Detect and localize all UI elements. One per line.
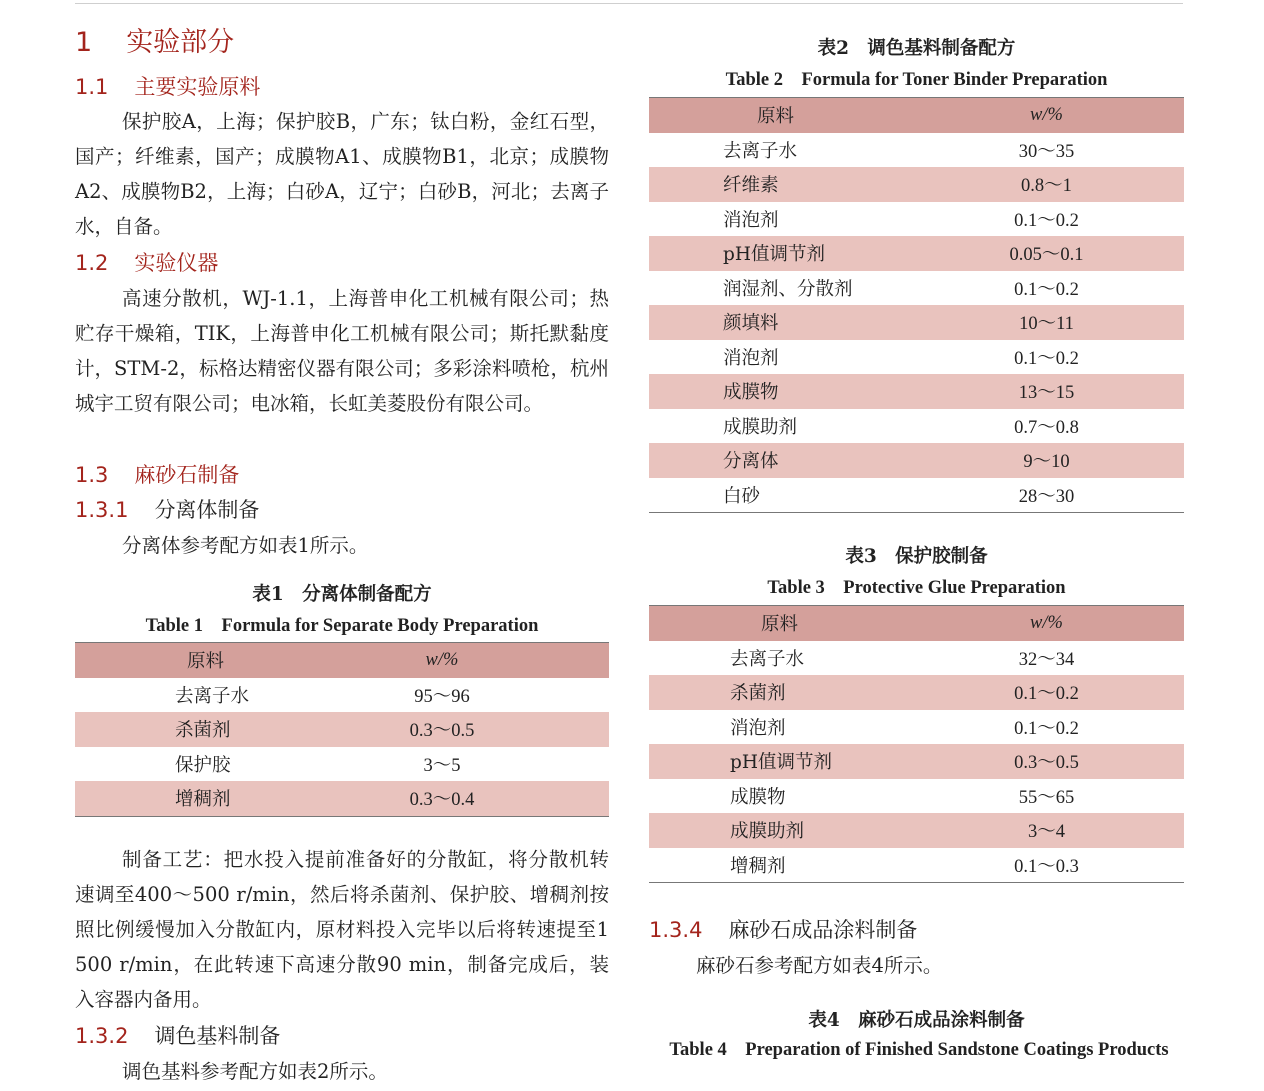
table2-reference: 调色基料参考配方如表2所示。 [122,1060,388,1083]
cell-material: 消泡剂 [723,209,779,231]
cell-material: 去离子水 [723,140,798,162]
subsubsection-title: 调色基料制备 [154,1024,281,1048]
cell-value: 55～65 [1018,787,1075,808]
subsubsection-title: 麻砂石成品涂料制备 [728,918,918,942]
table1-caption-cn: 表1 分离体制备配方 [252,584,432,605]
table-header-row [649,98,1184,133]
cell-material: 润湿剂、分散剂 [723,278,853,300]
cell-material: 杀菌剂 [175,720,231,742]
instruments-paragraph: 高速分散机，WJ-1.1，上海普申化工机械有限公司；热贮存干燥箱，TIK，上海普申化工机械有限公司；斯托默黏度计，STM-2，标格达精密仪器有限公司；多彩涂料喷枪，杭州城宇工贸有限公司；电冰箱，长虹美菱股份有限公司。 [75,287,609,415]
header-material: 原料 [187,651,225,673]
table-row [649,641,1184,676]
cell-material: 消泡剂 [730,717,786,739]
cell-material: pH值调节剂 [730,752,832,774]
cell-material: 保护胶 [175,754,231,776]
cell-value: 0.1～0.2 [1014,348,1079,369]
table-row [649,478,1184,513]
table-row [649,848,1184,883]
table-row [649,443,1184,478]
cell-material: 分离体 [723,451,779,473]
table-row [649,340,1184,375]
cell-material: pH值调节剂 [723,244,825,266]
materials-paragraph: 保护胶A，上海；保护胶B，广东；钛白粉，金红石型，国产；纤维素，国产；成膜物A1、成膜物B1，北京；成膜物A2、成膜物B2，上海；白砂A，辽宁；白砂B，河北；去离子水，自备。 [75,110,609,238]
subsubsection-heading [649,915,917,945]
cell-value: 0.1～0.2 [1014,279,1079,300]
cell-value: 0.1～0.3 [1014,856,1079,877]
subsubsection-heading [75,495,259,525]
table-row [649,813,1184,848]
table-row [649,744,1184,779]
table3 [649,605,1184,883]
cell-value: 30～35 [1018,141,1075,162]
page-top-rule [75,3,1183,4]
cell-value: 0.3～0.4 [409,790,475,811]
cell-value: 0.05～0.1 [1009,245,1084,266]
table-row [649,374,1184,409]
subsubsection-heading [75,1021,280,1051]
cell-value: 13～15 [1018,383,1075,404]
subsection-heading [75,72,260,102]
cell-material: 纤维素 [723,175,779,197]
cell-material: 杀菌剂 [730,683,786,705]
subsubsection-number: 1.3.4 [649,918,703,942]
cell-material: 增稠剂 [730,855,786,877]
table-row [649,710,1184,745]
cell-value: 10～11 [1019,314,1074,335]
table-header-row [75,643,609,678]
cell-value: 0.8～1 [1021,176,1072,197]
cell-value: 0.1～0.2 [1014,210,1079,231]
cell-material: 成膜物 [730,786,786,808]
cell-value: 0.3～0.5 [1014,753,1079,774]
subsection-heading [75,460,239,490]
table-row [75,678,609,713]
section-title: 实验部分 [126,27,235,58]
header-w: w/% [1030,612,1063,633]
subsection-heading [75,248,218,278]
table-row [649,409,1184,444]
cell-value: 95～96 [414,686,470,707]
subsection-title: 主要实验原料 [134,75,261,99]
table2-caption-en: Table 2 Formula for Toner Binder Preparation [725,70,1108,90]
table2 [649,97,1184,513]
table-header-row [649,606,1184,641]
cell-material: 去离子水 [175,685,250,707]
header-material: 原料 [757,106,795,128]
table-row [649,675,1184,710]
table4-caption-en: Table 4 Preparation of Finished Sandstone Coatings Products [669,1040,1169,1060]
cell-material: 成膜助剂 [730,821,805,843]
table-row [649,271,1184,306]
subsubsection-title: 分离体制备 [154,498,260,522]
cell-material: 颜填料 [723,313,779,335]
cell-value: 9～10 [1023,452,1070,473]
table1-caption-en: Table 1 Formula for Separate Body Preparation [145,616,539,636]
section-heading [75,26,234,60]
table-row [649,236,1184,271]
table4-caption-cn: 表4 麻砂石成品涂料制备 [808,1010,1025,1031]
subsection-title: 麻砂石制备 [134,463,240,487]
cell-value: 0.7～0.8 [1014,417,1079,438]
table3-caption-cn: 表3 保护胶制备 [845,546,988,567]
header-w: w/% [425,649,459,670]
table-row [649,167,1184,202]
cell-material: 白砂 [723,485,761,507]
table-row [75,781,609,816]
cell-value: 0.1～0.2 [1014,718,1079,739]
table-row [649,133,1184,168]
cell-material: 成膜物 [723,382,779,404]
subsubsection-number: 1.3.2 [75,1024,129,1048]
subsection-number: 1.3 [75,463,109,487]
table4-reference: 麻砂石参考配方如表4所示。 [696,954,943,977]
table1-reference: 分离体参考配方如表1所示。 [122,534,369,557]
table-row [649,202,1184,237]
table1 [75,642,609,817]
table-row [75,712,609,747]
table2-caption-cn: 表2 调色基料制备配方 [817,38,1016,59]
table-row [649,305,1184,340]
cell-value: 0.3～0.5 [409,721,475,742]
cell-value: 3～4 [1027,822,1065,843]
subsection-title: 实验仪器 [134,251,219,275]
cell-value: 32～34 [1018,649,1075,670]
table-row [75,747,609,782]
header-material: 原料 [761,614,799,636]
cell-value: 28～30 [1018,486,1075,507]
cell-material: 消泡剂 [723,347,779,369]
header-w: w/% [1030,104,1063,125]
table3-caption-en: Table 3 Protective Glue Preparation [767,578,1066,598]
subsection-number: 1.2 [75,251,109,275]
cell-value: 3～5 [423,755,461,776]
subsubsection-number: 1.3.1 [75,498,129,522]
section-number: 1 [75,27,93,58]
subsection-number: 1.1 [75,75,109,99]
table-row [649,779,1184,814]
cell-material: 成膜助剂 [723,416,798,438]
cell-material: 去离子水 [730,648,805,670]
cell-value: 0.1～0.2 [1014,684,1079,705]
process-paragraph: 制备工艺：把水投入提前准备好的分散缸，将分散机转速调至400～500 r/min，然后将杀菌剂、保护胶、增稠剂按照比例缓慢加入分散缸内，原材料投入完毕以后将转速提至1 500 r/min，在此转速下高速分散90 min，制备完成后，装入容器内备用。 [75,848,609,1011]
cell-material: 增稠剂 [175,789,231,811]
